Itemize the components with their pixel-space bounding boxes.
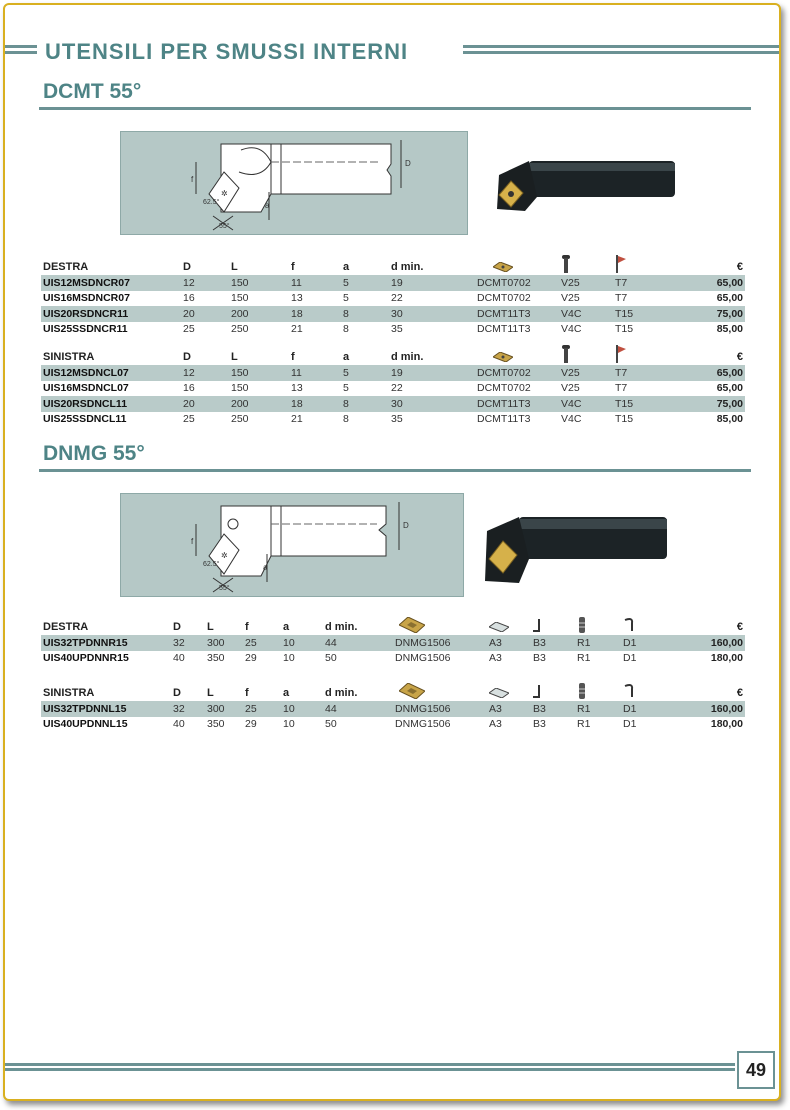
- svg-text:✲: ✲: [221, 189, 228, 198]
- cell-a: 10: [283, 718, 295, 731]
- table-header: [41, 255, 745, 275]
- col-d: D: [173, 687, 181, 699]
- cell-f: 25: [243, 701, 281, 717]
- cell-a: 8: [343, 413, 349, 426]
- cell-dmin: 22: [391, 292, 403, 305]
- col-dmin: d min.: [391, 351, 424, 363]
- cell-insert: DCMT11T3: [477, 413, 531, 426]
- dim-f-label: f: [191, 537, 194, 546]
- cell-code: UIS16MSDNCL07: [43, 382, 129, 395]
- angle1-label: 62.5°: [203, 199, 220, 206]
- cell-L: 150: [229, 275, 289, 291]
- col-d: D: [183, 261, 191, 273]
- cell-key: T15: [613, 306, 673, 322]
- cell-D: 40: [173, 718, 185, 731]
- cell-dmin: 19: [389, 275, 475, 291]
- cell-insert: DNMG1506: [395, 718, 451, 731]
- col-f: f: [291, 351, 295, 363]
- cell-L: 150: [231, 292, 249, 305]
- cell-key: T7: [615, 382, 628, 395]
- cell-c4: D1: [621, 635, 673, 651]
- cell-a: 10: [283, 652, 295, 665]
- col-euro: €: [736, 261, 743, 273]
- cell-insert: DCMT0702: [477, 382, 531, 395]
- cell-L: 300: [205, 635, 243, 651]
- boring-bar-diagram: [121, 132, 467, 234]
- cell-L: 200: [229, 306, 289, 322]
- table-header: [41, 345, 745, 365]
- pin-icon: [577, 683, 587, 699]
- tool-photo-dnmg: [479, 511, 675, 591]
- cell-key: T15: [613, 396, 673, 412]
- cell-f: 29: [245, 718, 257, 731]
- cell-insert: DCMT11T3: [475, 396, 559, 412]
- cell-dmin: 35: [391, 413, 403, 426]
- cell-L: 350: [207, 718, 225, 731]
- svg-text:✲: ✲: [221, 551, 228, 560]
- col-l: L: [231, 351, 238, 363]
- cell-code: UIS25SSDNCR11: [43, 323, 128, 336]
- shim-icon: [489, 688, 509, 698]
- cell-c4: D1: [623, 652, 637, 665]
- cell-c3: R1: [577, 718, 591, 731]
- col-euro: €: [736, 687, 743, 699]
- cell-a: 8: [343, 323, 349, 336]
- insert-col: [393, 615, 487, 635]
- cell-dmin: 50: [325, 718, 337, 731]
- cell-code: UIS12MSDNCR07: [41, 275, 181, 291]
- header-rule-left: [5, 45, 37, 54]
- cell-dmin: 30: [389, 306, 475, 322]
- cell-D: 16: [183, 382, 195, 395]
- col-a: a: [283, 687, 290, 699]
- col-a: a: [283, 621, 290, 633]
- page-number: 49: [737, 1051, 775, 1089]
- cell-screw: V25: [561, 382, 580, 395]
- cell-price: 75,00: [673, 396, 745, 412]
- cell-L: 350: [207, 652, 225, 665]
- cell-c2: B3: [531, 701, 575, 717]
- clamp-icon: [533, 685, 543, 699]
- key-col: [613, 255, 673, 275]
- screw-icon: [561, 255, 571, 273]
- insert-icon: [493, 352, 513, 362]
- lever-col: [621, 681, 673, 701]
- dnmg-destra-table: [41, 615, 745, 666]
- cell-key: T7: [613, 275, 673, 291]
- dim-d-label: D: [405, 159, 411, 168]
- cell-screw: V4C: [559, 306, 613, 322]
- cell-code: UIS25SSDNCL11: [43, 413, 127, 426]
- col-l: L: [207, 687, 214, 699]
- cell-price: 65,00: [716, 292, 743, 305]
- cell-a: 8: [341, 306, 389, 322]
- cell-code: UIS16MSDNCR07: [43, 292, 130, 305]
- cell-D: 32: [171, 701, 205, 717]
- col-l: L: [207, 621, 214, 633]
- insert-icon: [493, 262, 513, 272]
- cell-D: 25: [183, 323, 195, 336]
- cell-price: 65,00: [673, 365, 745, 381]
- table-row: [41, 275, 745, 291]
- cell-c1: A3: [489, 718, 502, 731]
- cell-price: 65,00: [673, 275, 745, 291]
- cell-D: 20: [181, 306, 229, 322]
- cell-L: 150: [231, 382, 249, 395]
- cell-screw: V4C: [561, 413, 582, 426]
- table-row: [41, 381, 745, 397]
- cell-D: 20: [181, 396, 229, 412]
- col-sinistra: SINISTRA: [43, 687, 95, 699]
- cell-code: UIS20RSDNCL11: [41, 396, 181, 412]
- insert-col: [475, 255, 559, 275]
- cell-insert: DCMT11T3: [477, 323, 531, 336]
- cell-f: 13: [291, 382, 303, 395]
- angle1-label: 62.5°: [203, 561, 220, 568]
- footer-rule: [5, 1063, 735, 1071]
- tool-photo-dcmt: [489, 153, 689, 217]
- col-d: D: [183, 351, 191, 363]
- cell-c2: B3: [531, 635, 575, 651]
- section-divider: [39, 469, 751, 472]
- col-sinistra: SINISTRA: [43, 351, 95, 363]
- shim-col: [487, 681, 531, 701]
- cell-screw: V25: [559, 365, 613, 381]
- cell-a: 10: [281, 635, 323, 651]
- table-row: [41, 701, 745, 717]
- cell-L: 250: [231, 413, 249, 426]
- col-euro: €: [736, 351, 743, 363]
- insert-icon: [399, 617, 425, 633]
- dnmg-sinistra-table: [41, 681, 745, 732]
- angle2-label: 55°: [219, 585, 230, 592]
- cell-price: 180,00: [710, 718, 743, 731]
- cell-screw: V25: [561, 292, 580, 305]
- table-row: [41, 291, 745, 307]
- page-title: UTENSILI PER SMUSSI INTERNI: [45, 39, 409, 64]
- cell-a: 5: [341, 275, 389, 291]
- table-row: [41, 396, 745, 412]
- cell-insert: DNMG1506: [395, 652, 451, 665]
- cell-insert: DCMT11T3: [475, 306, 559, 322]
- cell-screw: V4C: [559, 396, 613, 412]
- clamp-col: [531, 681, 575, 701]
- dim-a-label: a: [263, 563, 268, 572]
- screw-col: [559, 255, 613, 275]
- cell-c2: B3: [533, 652, 546, 665]
- dim-d-label: D: [403, 521, 409, 530]
- technical-drawing-dcmt: [120, 131, 468, 235]
- cell-insert: DNMG1506: [393, 635, 487, 651]
- cell-insert: DCMT0702: [477, 292, 531, 305]
- cell-code: UIS12MSDNCL07: [41, 365, 181, 381]
- table-header: [41, 681, 745, 701]
- cell-a: 5: [343, 382, 349, 395]
- cell-f: 18: [289, 396, 341, 412]
- cell-D: 16: [183, 292, 195, 305]
- cell-code: UIS32TPDNNL15: [41, 701, 171, 717]
- cell-key: T7: [613, 365, 673, 381]
- cell-c3: R1: [577, 652, 591, 665]
- cell-price: 180,00: [710, 652, 743, 665]
- col-l: L: [231, 261, 238, 273]
- insert-icon: [399, 683, 425, 699]
- cell-D: 12: [181, 275, 229, 291]
- cell-insert: DNMG1506: [393, 701, 487, 717]
- cell-dmin: 44: [323, 635, 393, 651]
- cell-L: 200: [229, 396, 289, 412]
- col-destra: DESTRA: [43, 261, 89, 273]
- table-row: [41, 322, 745, 338]
- cell-key: T15: [615, 323, 634, 336]
- col-a: a: [343, 351, 350, 363]
- table-row: [41, 306, 745, 322]
- col-f: f: [291, 261, 295, 273]
- lever-icon: [623, 683, 635, 699]
- cell-code: UIS40UPDNNL15: [43, 718, 128, 731]
- cell-code: UIS20RSDNCR11: [41, 306, 181, 322]
- angle2-label: 55°: [219, 223, 230, 230]
- cell-dmin: 30: [389, 396, 475, 412]
- cell-price: 75,00: [673, 306, 745, 322]
- cell-L: 300: [205, 701, 243, 717]
- technical-drawing-dnmg: [120, 493, 464, 597]
- lever-icon: [623, 617, 635, 633]
- dim-f-label: f: [191, 175, 194, 184]
- cell-c1: A3: [487, 635, 531, 651]
- cell-a: 5: [343, 292, 349, 305]
- cell-L: 250: [231, 323, 249, 336]
- cell-dmin: 50: [325, 652, 337, 665]
- table-row: [41, 651, 745, 667]
- cell-dmin: 35: [391, 323, 403, 336]
- cell-D: 32: [171, 635, 205, 651]
- key-icon: [615, 345, 627, 363]
- cell-c4: D1: [621, 701, 673, 717]
- boring-bar-diagram: [121, 494, 463, 596]
- cell-dmin: 19: [389, 365, 475, 381]
- insert-col: [475, 345, 559, 365]
- catalog-page: [3, 3, 781, 1101]
- cell-D: 25: [183, 413, 195, 426]
- col-f: f: [245, 621, 249, 633]
- cell-screw: V25: [559, 275, 613, 291]
- col-a: a: [343, 261, 350, 273]
- cell-f: 11: [289, 365, 341, 381]
- cell-f: 11: [289, 275, 341, 291]
- shim-col: [487, 615, 531, 635]
- screw-icon: [561, 345, 571, 363]
- cell-price: 160,00: [673, 701, 745, 717]
- pin-col: [575, 615, 621, 635]
- col-d: D: [173, 621, 181, 633]
- col-dmin: d min.: [325, 687, 358, 699]
- dcmt-destra-table: [41, 255, 745, 337]
- key-col: [613, 345, 673, 365]
- cell-screw: V4C: [561, 323, 582, 336]
- cell-f: 21: [291, 323, 303, 336]
- cell-D: 12: [181, 365, 229, 381]
- dim-a-label: a: [265, 201, 270, 210]
- section-title-dcmt: DCMT 55°: [43, 80, 142, 103]
- table-header: [41, 615, 745, 635]
- cell-f: 21: [291, 413, 303, 426]
- cell-price: 65,00: [716, 382, 743, 395]
- cell-price: 85,00: [716, 413, 743, 426]
- cell-a: 10: [281, 701, 323, 717]
- cell-price: 160,00: [673, 635, 745, 651]
- cell-c1: A3: [489, 652, 502, 665]
- cell-insert: DCMT0702: [475, 275, 559, 291]
- cell-code: UIS32TPDNNR15: [41, 635, 171, 651]
- pin-icon: [577, 617, 587, 633]
- col-dmin: d min.: [325, 621, 358, 633]
- cell-c3: R1: [575, 701, 621, 717]
- pin-col: [575, 681, 621, 701]
- section-title-dnmg: DNMG 55°: [43, 442, 145, 465]
- section-divider: [39, 107, 751, 110]
- cell-f: 25: [243, 635, 281, 651]
- cell-f: 18: [289, 306, 341, 322]
- col-destra: DESTRA: [43, 621, 89, 633]
- cell-key: T7: [615, 292, 628, 305]
- cell-insert: DCMT0702: [475, 365, 559, 381]
- cell-a: 5: [341, 365, 389, 381]
- table-row: [41, 635, 745, 651]
- cell-c4: D1: [623, 718, 637, 731]
- clamp-icon: [533, 619, 543, 633]
- cell-c1: A3: [487, 701, 531, 717]
- insert-col: [393, 681, 487, 701]
- cell-dmin: 22: [391, 382, 403, 395]
- lever-col: [621, 615, 673, 635]
- cell-key: T15: [615, 413, 634, 426]
- cell-dmin: 44: [323, 701, 393, 717]
- table-row: [41, 717, 745, 733]
- dcmt-sinistra-table: [41, 345, 745, 427]
- col-dmin: d min.: [391, 261, 424, 273]
- col-f: f: [245, 687, 249, 699]
- cell-a: 8: [341, 396, 389, 412]
- table-row: [41, 412, 745, 428]
- cell-code: UIS40UPDNNR15: [43, 652, 129, 665]
- screw-col: [559, 345, 613, 365]
- header-rule-right: [463, 45, 779, 54]
- cell-L: 150: [229, 365, 289, 381]
- key-icon: [615, 255, 627, 273]
- table-row: [41, 365, 745, 381]
- shim-icon: [489, 622, 509, 632]
- cell-price: 85,00: [716, 323, 743, 336]
- cell-f: 13: [291, 292, 303, 305]
- cell-D: 40: [173, 652, 185, 665]
- cell-f: 29: [245, 652, 257, 665]
- cell-c3: R1: [575, 635, 621, 651]
- cell-c2: B3: [533, 718, 546, 731]
- clamp-col: [531, 615, 575, 635]
- col-euro: €: [736, 621, 743, 633]
